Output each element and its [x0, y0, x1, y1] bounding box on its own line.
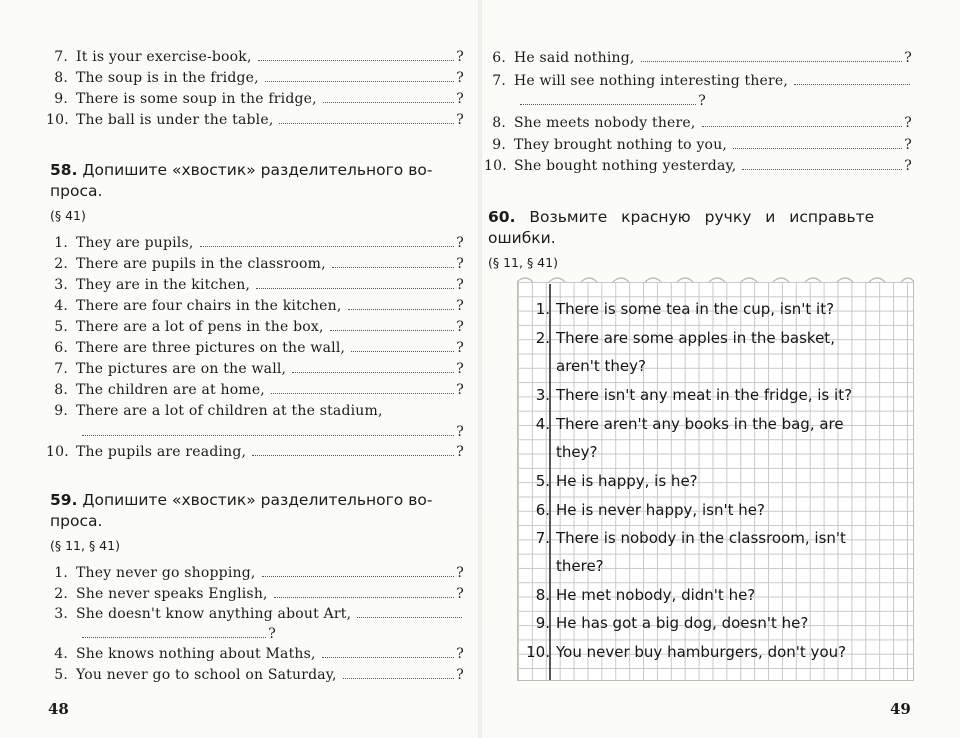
answer-blank[interactable] [323, 101, 455, 103]
list-item: 4. She knows nothing about Maths, ? [54, 646, 464, 662]
list-item: 2. There are pupils in the classroom, ? [54, 256, 464, 272]
list-item-continuation: ? [46, 626, 276, 646]
list-item: 7. He will see nothing interesting there, [484, 73, 912, 93]
handwritten-line: 3. There isn't any meat in the fridge, is it? [535, 386, 853, 404]
answer-blank[interactable] [258, 59, 455, 61]
answer-blank[interactable] [332, 266, 454, 268]
list-item: 7. The pictures are on the wall, ? [54, 361, 464, 377]
list-item: 8. The soup is in the fridge, ? [54, 70, 464, 86]
answer-blank[interactable] [702, 125, 903, 127]
right-page [480, 0, 960, 738]
list-item: 2. She never speaks English, ? [54, 586, 464, 602]
exercise-60-heading: 60. Возьмите красную ручку и исправьте ошибки. [488, 208, 875, 247]
list-item: 5. You never go to school on Saturday, ? [54, 667, 464, 683]
list-item: 8. The children are at home, ? [54, 382, 464, 398]
handwritten-line: they? [556, 443, 598, 461]
handwritten-line: 6. He is never happy, isn't he? [535, 501, 765, 519]
answer-blank[interactable] [82, 434, 454, 436]
list-item: 1. They are pupils, ? [54, 235, 464, 251]
answer-blank[interactable] [343, 677, 455, 679]
answer-blank[interactable] [274, 596, 455, 598]
list-item: 9. There is some soup in the fridge, ? [54, 91, 464, 107]
answer-blank[interactable] [200, 245, 455, 247]
exercise-59-heading: 59. Допишите «хвостик» разделительного во- проса. [50, 491, 433, 530]
exercise-59-ref: (§ 11, § 41) [50, 538, 120, 553]
handwritten-line: aren't they? [556, 357, 646, 375]
answer-blank[interactable] [330, 329, 455, 331]
list-item: 9. They brought nothing to you, ? [492, 137, 912, 153]
handwritten-line: 1. There is some tea in the cup, isn't it? [535, 300, 835, 318]
list-item: 10. The ball is under the table, ? [46, 112, 464, 128]
answer-blank[interactable] [252, 454, 454, 456]
answer-blank[interactable] [520, 103, 696, 105]
list-item: 5. There are a lot of pens in the box, ? [54, 319, 464, 335]
page-number-right: 49 [890, 700, 911, 718]
list-item: 6. He said nothing, ? [492, 50, 912, 66]
answer-blank[interactable] [256, 287, 454, 289]
handwritten-line: there? [556, 557, 604, 575]
list-item: 10. The pupils are reading, ? [46, 444, 464, 460]
handwritten-line: 7. There is nobody in the classroom, isn't [535, 529, 846, 547]
list-item: 7. It is your exercise-book, ? [54, 49, 464, 65]
list-item: 9. There are a lot of children at the stadium, [54, 403, 383, 419]
answer-blank[interactable] [322, 656, 455, 658]
exercise-60-ref: (§ 11, § 41) [488, 255, 558, 270]
handwritten-line: 5. He is happy, is he? [535, 472, 698, 490]
answer-blank[interactable] [262, 575, 455, 577]
handwritten-line: 2. There are some apples in the basket, [535, 329, 835, 347]
answer-blank[interactable] [271, 392, 454, 394]
answer-blank[interactable] [641, 60, 903, 62]
handwritten-line: 4. There aren't any books in the bag, are [535, 415, 844, 433]
list-item: 6. There are three pictures on the wall, ? [54, 340, 464, 356]
answer-blank[interactable] [292, 371, 454, 373]
answer-blank[interactable] [733, 147, 902, 149]
answer-blank[interactable] [351, 350, 454, 352]
handwritten-line: 10. You never buy hamburgers, don't you? [526, 643, 847, 661]
answer-blank[interactable] [82, 636, 266, 638]
handwritten-line: 9. He has got a big dog, doesn't he? [535, 614, 809, 632]
exercise-58-heading: 58. Допишите «хвостик» разделительного во- проса. [50, 161, 433, 200]
answer-blank[interactable] [279, 122, 454, 124]
list-item-continuation: ? [484, 93, 706, 113]
list-item-continuation: ? [46, 424, 464, 444]
handwritten-line: 8. He met nobody, didn't he? [535, 586, 756, 604]
list-item: 8. She meets nobody there, ? [492, 115, 912, 131]
list-item: 3. They are in the kitchen, ? [54, 277, 464, 293]
list-item: 3. She doesn't know anything about Art, [46, 606, 464, 626]
list-item: 4. There are four chairs in the kitchen, ? [54, 298, 464, 314]
answer-blank[interactable] [742, 168, 902, 170]
page-number-left: 48 [48, 700, 69, 718]
answer-blank[interactable] [265, 80, 455, 82]
exercise-58-ref: (§ 41) [50, 208, 86, 223]
answer-blank[interactable] [794, 83, 910, 85]
list-item: 1. They never go shopping, ? [54, 565, 464, 581]
answer-blank[interactable] [357, 616, 462, 618]
answer-blank[interactable] [348, 308, 455, 310]
list-item: 10. She bought nothing yesterday, ? [484, 158, 912, 174]
